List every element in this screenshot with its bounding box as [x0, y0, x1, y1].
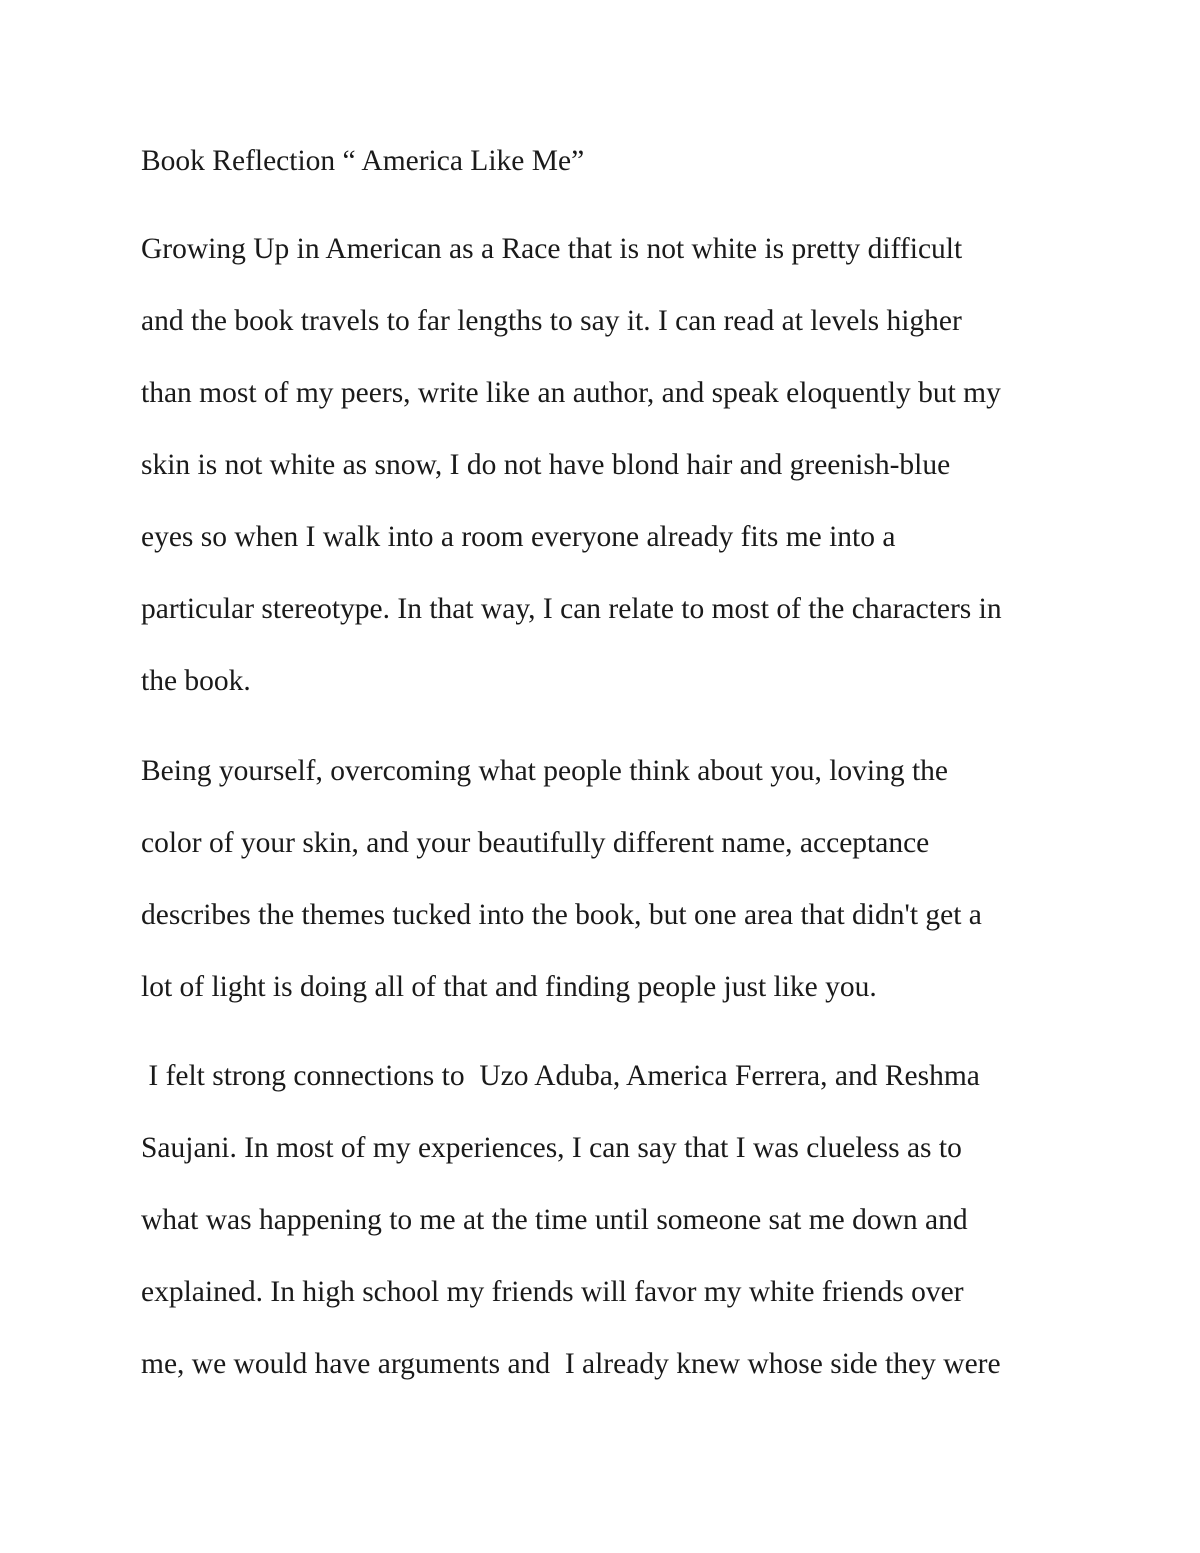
text-line: describes the themes tucked into the book, but one area that didn't get a: [141, 899, 982, 931]
text-line: eyes so when I walk into a room everyone already fits me into a: [141, 521, 896, 553]
text-line: Growing Up in American as a Race that is not white is pretty difficult: [141, 233, 963, 265]
text-line: than most of my peers, write like an author, and speak eloquently but my: [141, 377, 1001, 409]
document-title: Book Reflection “ America Like Me”: [141, 145, 585, 177]
text-line: lot of light is doing all of that and finding people just like you.: [141, 971, 877, 1003]
text-line: color of your skin, and your beautifully different name, acceptance: [141, 827, 930, 859]
text-line: explained. In high school my friends will favor my white friends over: [141, 1276, 964, 1308]
text-line: Being yourself, overcoming what people think about you, loving the: [141, 755, 949, 787]
text-line: what was happening to me at the time until someone sat me down and: [141, 1204, 968, 1236]
text-line: particular stereotype. In that way, I can relate to most of the characters in: [141, 593, 1002, 625]
text-line: skin is not white as snow, I do not have blond hair and greenish-blue: [141, 449, 951, 481]
text-line: the book.: [141, 665, 251, 697]
text-line: me, we would have arguments and I already knew whose side they were: [141, 1348, 1001, 1380]
text-line: I felt strong connections to Uzo Aduba, America Ferrera, and Reshma: [141, 1060, 980, 1092]
text-line: and the book travels to far lengths to say it. I can read at levels higher: [141, 305, 962, 337]
text-line: Saujani. In most of my experiences, I can say that I was clueless as to: [141, 1132, 962, 1164]
